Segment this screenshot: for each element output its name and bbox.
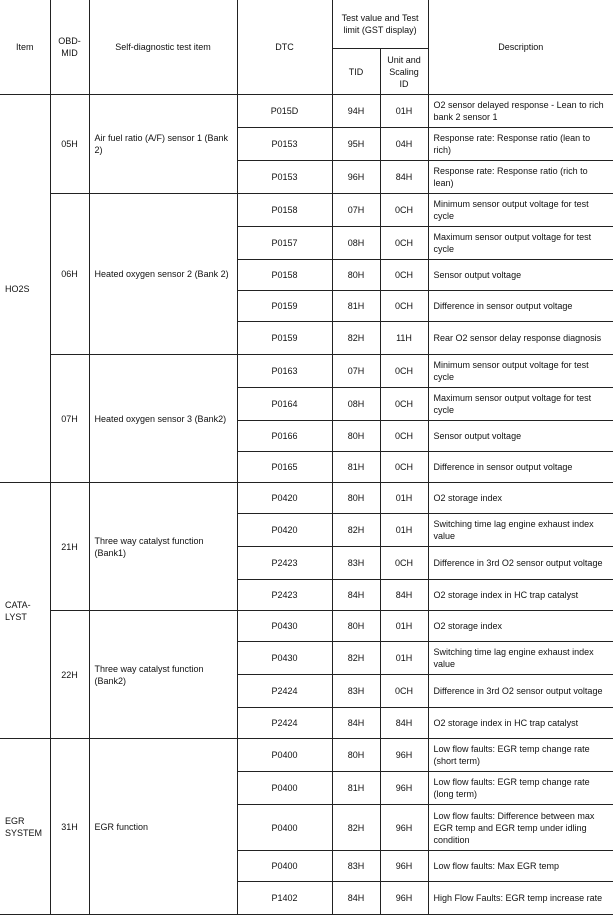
unit-cell: 84H <box>380 580 428 611</box>
tid-cell: 82H <box>332 322 380 355</box>
description-cell: Minimum sensor output voltage for test cycle <box>428 355 613 388</box>
unit-cell: 96H <box>380 882 428 915</box>
description-cell: Low flow faults: Max EGR temp <box>428 851 613 882</box>
description-cell: Switching time lag engine exhaust index value <box>428 642 613 675</box>
description-cell: Low flow faults: EGR temp change rate (long term) <box>428 772 613 805</box>
dtc-cell: P0158 <box>237 194 332 227</box>
description-cell: Response rate: Response ratio (lean to rich) <box>428 128 613 161</box>
tid-cell: 80H <box>332 260 380 291</box>
table-row <box>0 355 613 388</box>
table-row <box>0 739 613 772</box>
dtc-cell: P0163 <box>237 355 332 388</box>
dtc-cell: P0158 <box>237 260 332 291</box>
header-test-value: Test value and Test limit (GST display) <box>332 0 428 49</box>
tid-cell: 81H <box>332 291 380 322</box>
unit-cell: 0CH <box>380 675 428 708</box>
description-cell: High Flow Faults: EGR temp increase rate <box>428 882 613 915</box>
dtc-cell: P0420 <box>237 483 332 514</box>
test-item-cell: Heated oxygen sensor 2 (Bank 2) <box>89 194 237 355</box>
test-item-cell: Heated oxygen sensor 3 (Bank2) <box>89 355 237 483</box>
unit-cell: 11H <box>380 322 428 355</box>
dtc-cell: P0164 <box>237 388 332 421</box>
description-cell: Switching time lag engine exhaust index value <box>428 514 613 547</box>
dtc-cell: P0400 <box>237 851 332 882</box>
unit-cell: 01H <box>380 642 428 675</box>
unit-cell: 01H <box>380 611 428 642</box>
description-cell: Minimum sensor output voltage for test cycle <box>428 194 613 227</box>
obd-mid-cell: 22H <box>50 611 89 739</box>
dtc-cell: P2424 <box>237 675 332 708</box>
unit-cell: 01H <box>380 514 428 547</box>
tid-cell: 84H <box>332 882 380 915</box>
unit-cell: 0CH <box>380 291 428 322</box>
table-row <box>0 611 613 642</box>
unit-cell: 0CH <box>380 194 428 227</box>
test-item-cell: Three way catalyst function (Bank1) <box>89 483 237 611</box>
tid-cell: 84H <box>332 580 380 611</box>
dtc-cell: P015D <box>237 95 332 128</box>
obd-mid-cell: 05H <box>50 95 89 194</box>
dtc-cell: P2423 <box>237 580 332 611</box>
dtc-cell: P0400 <box>237 805 332 851</box>
description-cell: O2 storage index <box>428 611 613 642</box>
unit-cell: 96H <box>380 805 428 851</box>
unit-cell: 01H <box>380 483 428 514</box>
tid-cell: 83H <box>332 851 380 882</box>
unit-cell: 96H <box>380 851 428 882</box>
test-item-cell: EGR function <box>89 739 237 915</box>
tid-cell: 81H <box>332 452 380 483</box>
description-cell: O2 storage index in HC trap catalyst <box>428 580 613 611</box>
unit-cell: 96H <box>380 772 428 805</box>
description-cell: Low flow faults: EGR temp change rate (short term) <box>428 739 613 772</box>
dtc-cell: P0165 <box>237 452 332 483</box>
tid-cell: 95H <box>332 128 380 161</box>
unit-cell: 0CH <box>380 355 428 388</box>
obd-mid-cell: 07H <box>50 355 89 483</box>
description-cell: Difference in sensor output voltage <box>428 291 613 322</box>
description-cell: Sensor output voltage <box>428 260 613 291</box>
tid-cell: 81H <box>332 772 380 805</box>
dtc-cell: P0159 <box>237 291 332 322</box>
unit-cell: 84H <box>380 161 428 194</box>
tid-cell: 08H <box>332 388 380 421</box>
description-cell: Sensor output voltage <box>428 421 613 452</box>
unit-cell: 0CH <box>380 388 428 421</box>
test-item-cell: Three way catalyst function (Bank2) <box>89 611 237 739</box>
obd-mid-cell: 21H <box>50 483 89 611</box>
test-item-cell: Air fuel ratio (A/F) sensor 1 (Bank 2) <box>89 95 237 194</box>
description-cell: Difference in 3rd O2 sensor output voltage <box>428 547 613 580</box>
header-test-item: Self-diagnostic test item <box>89 0 237 95</box>
item-cell: CATA-LYST <box>0 483 50 739</box>
dtc-cell: P0153 <box>237 161 332 194</box>
dtc-cell: P0400 <box>237 772 332 805</box>
tid-cell: 96H <box>332 161 380 194</box>
header-unit: Unit and Scaling ID <box>380 49 428 95</box>
unit-cell: 0CH <box>380 421 428 452</box>
dtc-cell: P0159 <box>237 322 332 355</box>
unit-cell: 01H <box>380 95 428 128</box>
table-row <box>0 483 613 514</box>
header-dtc: DTC <box>237 0 332 95</box>
obd-mid-cell: 31H <box>50 739 89 915</box>
table-row <box>0 194 613 227</box>
description-cell: Difference in 3rd O2 sensor output voltage <box>428 675 613 708</box>
obd-mid-cell: 06H <box>50 194 89 355</box>
description-cell: Maximum sensor output voltage for test cycle <box>428 227 613 260</box>
header-obd-mid: OBD-MID <box>50 0 89 95</box>
dtc-cell: P0420 <box>237 514 332 547</box>
tid-cell: 94H <box>332 95 380 128</box>
tid-cell: 83H <box>332 547 380 580</box>
header-description: Description <box>428 0 613 95</box>
description-cell: Difference in sensor output voltage <box>428 452 613 483</box>
tid-cell: 82H <box>332 514 380 547</box>
tid-cell: 80H <box>332 739 380 772</box>
item-cell: HO2S <box>0 95 50 483</box>
tid-cell: 80H <box>332 421 380 452</box>
header-tid: TID <box>332 49 380 95</box>
tid-cell: 08H <box>332 227 380 260</box>
dtc-cell: P0400 <box>237 739 332 772</box>
description-cell: Rear O2 sensor delay response diagnosis <box>428 322 613 355</box>
unit-cell: 84H <box>380 708 428 739</box>
table-row <box>0 95 613 128</box>
dtc-cell: P1402 <box>237 882 332 915</box>
tid-cell: 07H <box>332 355 380 388</box>
tid-cell: 83H <box>332 675 380 708</box>
description-cell: O2 storage index <box>428 483 613 514</box>
tid-cell: 84H <box>332 708 380 739</box>
description-cell: Response rate: Response ratio (rich to lean) <box>428 161 613 194</box>
header-item: Item <box>0 0 50 95</box>
description-cell: Low flow faults: Difference between max EGR temp and EGR temp under idling condition <box>428 805 613 851</box>
unit-cell: 0CH <box>380 547 428 580</box>
tid-cell: 82H <box>332 642 380 675</box>
tid-cell: 80H <box>332 611 380 642</box>
dtc-cell: P0153 <box>237 128 332 161</box>
dtc-cell: P2423 <box>237 547 332 580</box>
dtc-cell: P2424 <box>237 708 332 739</box>
unit-cell: 0CH <box>380 227 428 260</box>
unit-cell: 0CH <box>380 260 428 291</box>
dtc-cell: P0430 <box>237 642 332 675</box>
dtc-cell: P0157 <box>237 227 332 260</box>
tid-cell: 07H <box>332 194 380 227</box>
dtc-cell: P0430 <box>237 611 332 642</box>
description-cell: Maximum sensor output voltage for test cycle <box>428 388 613 421</box>
description-cell: O2 storage index in HC trap catalyst <box>428 708 613 739</box>
description-cell: O2 sensor delayed response - Lean to rich bank 2 sensor 1 <box>428 95 613 128</box>
dtc-cell: P0166 <box>237 421 332 452</box>
unit-cell: 96H <box>380 739 428 772</box>
unit-cell: 04H <box>380 128 428 161</box>
item-cell: EGR SYSTEM <box>0 739 50 915</box>
tid-cell: 80H <box>332 483 380 514</box>
unit-cell: 0CH <box>380 452 428 483</box>
tid-cell: 82H <box>332 805 380 851</box>
